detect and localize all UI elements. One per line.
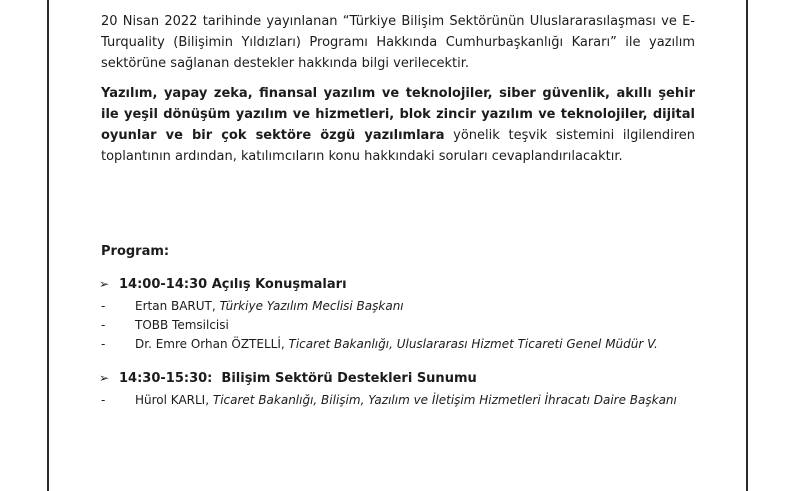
dash-bullet: - <box>101 318 106 332</box>
speaker-item <box>101 297 695 316</box>
program-session <box>101 368 695 410</box>
dash-bullet: - <box>101 393 106 407</box>
program-session <box>101 274 695 354</box>
dash-bullet: - <box>101 299 106 313</box>
speaker-list <box>101 297 695 354</box>
topics-bold-text: Yazılım, yapay zeka, finansal yazılım ve teknolojiler, siber güvenlik, akıllı şehir ile yeşil dönüşüm yazılım ve hizmetleri, blok zincir yazılım ve teknolojiler, dijital oyunlar ve bir çok sektöre özgü yazılımlara <box>101 86 695 143</box>
session-time: 14:00-14:30 <box>119 277 208 292</box>
speaker-name: Dr. Emre Orhan ÖZTELLİ, <box>135 337 285 351</box>
arrow-bullet-icon: ➢ <box>99 277 110 291</box>
page-border-right <box>746 0 748 491</box>
topics-regular-text: yönelik teşvik sistemini ilgilendiren toplantının ardından, katılımcıların konu hakkındaki soruları cevaplandırılacaktır. <box>101 128 695 164</box>
session-title: Bilişim Sektörü Destekleri Sunumu <box>221 371 477 386</box>
dash-bullet: - <box>101 337 106 351</box>
program-title: Program: <box>101 244 170 259</box>
speaker-name: Hürol KARLI, <box>135 393 210 407</box>
speaker-name: TOBB Temsilcisi <box>135 318 229 332</box>
speaker-item <box>101 316 695 335</box>
speaker-role: Ticaret Bakanlığı, Bilişim, Yazılım ve İletişim Hizmetleri İhracatı Daire Başkanı <box>209 393 677 407</box>
speaker-item <box>101 391 695 410</box>
session-time: 14:30-15:30: <box>119 371 213 386</box>
arrow-bullet-icon: ➢ <box>99 371 110 385</box>
speaker-role: Ticaret Bakanlığı, Uluslararası Hizmet Ticareti Genel Müdür V. <box>284 337 658 351</box>
speaker-name: Ertan BARUT, <box>135 299 216 313</box>
speaker-item <box>101 335 695 354</box>
speaker-list <box>101 391 695 410</box>
speaker-role: Türkiye Yazılım Meclisi Başkanı <box>215 299 404 313</box>
session-heading <box>101 368 695 389</box>
session-title: Açılış Konuşmaları <box>211 277 347 292</box>
intro-paragraph: 20 Nisan 2022 tarihinde yayınlanan “Türkiye Bilişim Sektörünün Uluslararasılaşması ve E-Turquality (Bilişimin Yıldızları) Programı Hakkında Cumhurbaşkanlığı Kararı” ile yazılım sektörüne sağlanan destekler hakkında bilgi verilecektir. <box>101 14 695 71</box>
session-heading <box>101 274 695 295</box>
document-body <box>101 11 695 410</box>
topics-paragraph <box>101 83 695 167</box>
page-border-left <box>47 0 49 491</box>
